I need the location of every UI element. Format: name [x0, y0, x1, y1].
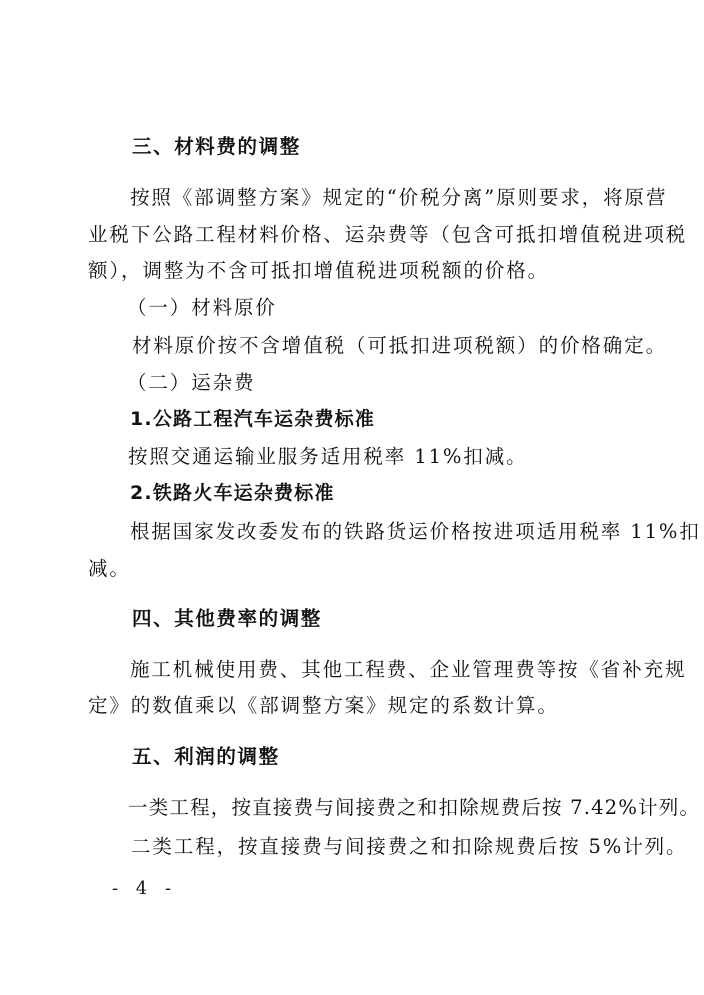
item-rail-freight-line-2: 减。 [88, 557, 131, 580]
page-number: - 4 - [112, 878, 178, 899]
section-3-paragraph-line-2: 业税下公路工程材料价格、运杂费等（包含可抵扣增值税进项税 [88, 223, 688, 246]
subsection-material-price-text: 材料原价按不含增值税（可抵扣进项税额）的价格确定。 [132, 334, 668, 357]
section-5-line-2: 二类工程，按直接费与间接费之和扣除规费后按 5%计列。 [131, 835, 688, 858]
section-5-heading: 五、利润的调整 [132, 745, 280, 768]
section-3-paragraph-line-1: 按照《部调整方案》规定的“价税分离”原则要求，将原营 [130, 186, 668, 209]
section-4-paragraph-line-2: 定》的数值乘以《部调整方案》规定的系数计算。 [88, 694, 559, 717]
section-4-heading: 四、其他费率的调整 [132, 607, 322, 630]
section-4-paragraph-line-1: 施工机械使用费、其他工程费、企业管理费等按《省补充规 [130, 658, 687, 681]
item-rail-freight-title: 2.铁路火车运杂费标准 [130, 482, 335, 504]
item-road-freight-title: 1.公路工程汽车运杂费标准 [130, 408, 376, 430]
item-rail-freight-line-1: 根据国家发改委发布的铁路货运价格按进项适用税率 11%扣 [130, 520, 701, 543]
section-5-line-1: 一类工程，按直接费与间接费之和扣除规费后按 7.42%计列。 [128, 796, 701, 819]
item-road-freight-text: 按照交通运输业服务适用税率 11%扣减。 [128, 445, 528, 468]
subsection-freight-title: （二）运杂费 [127, 371, 256, 394]
section-3-paragraph-line-3: 额），调整为不含可抵扣增值税进项税额的价格。 [88, 259, 550, 282]
section-3-heading: 三、材料费的调整 [132, 135, 301, 158]
subsection-material-price-title: （一）材料原价 [127, 296, 277, 319]
